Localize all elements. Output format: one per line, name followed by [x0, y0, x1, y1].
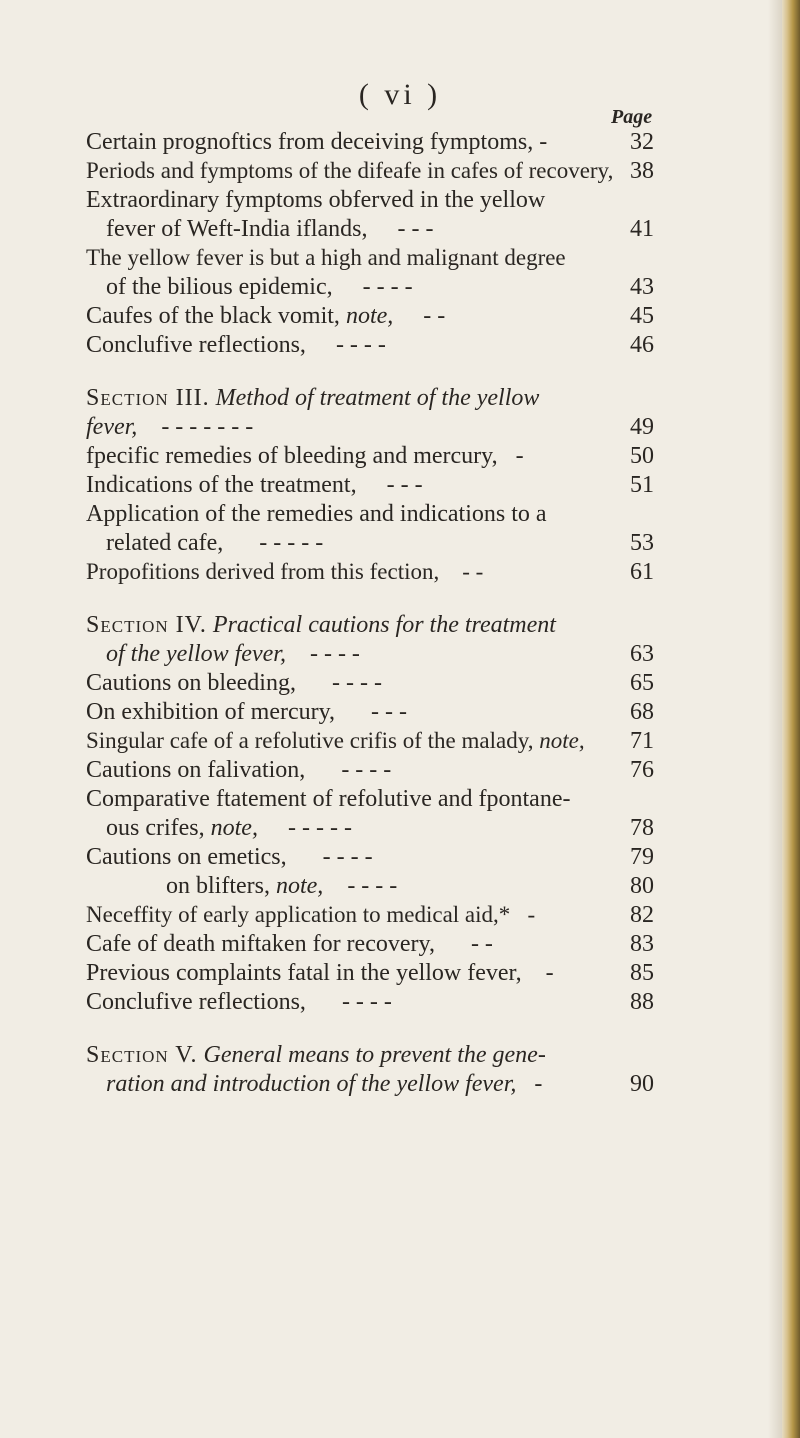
toc-entry: Certain prognoftics from deceiving fymptoms, - — [86, 129, 548, 155]
toc-page-number: 79 — [630, 844, 654, 870]
toc-entry-continued: ous crifes, note, - - - - - — [106, 815, 352, 841]
toc-entry: Application of the remedies and indications to a — [86, 501, 547, 527]
toc-entry: Cautions on emetics, - - - - — [86, 844, 373, 870]
toc-page-number: 82 — [630, 902, 654, 928]
toc-entry: Singular cafe of a refolutive crifis of the malady, note, — [86, 728, 585, 753]
toc-page-number: 53 — [630, 530, 654, 556]
toc-entry: Cautions on bleeding, - - - - — [86, 670, 382, 696]
toc-page-number: 51 — [630, 472, 654, 498]
toc-page-number: 49 — [630, 414, 654, 440]
section-3-heading: Section III. Method of treatment of the yellow — [86, 385, 540, 411]
toc-page-number: 76 — [630, 757, 654, 783]
toc-page-number: 88 — [630, 989, 654, 1015]
toc-page-number: 41 — [630, 216, 654, 242]
toc-entry: Extraordinary fymptoms obferved in the yellow — [86, 187, 546, 213]
toc-entry: Conclufive reflections, - - - - — [86, 332, 386, 358]
toc-entry: On exhibition of mercury, - - - — [86, 699, 408, 725]
toc-entry-continued: related cafe, - - - - - — [106, 530, 324, 556]
toc-page-number: 50 — [630, 443, 654, 469]
toc-entry: Indications of the treatment, - - - — [86, 472, 423, 498]
page-column-label: Page — [611, 106, 653, 128]
toc-page-number: 65 — [630, 670, 654, 696]
section-5-heading-continued: ration and introduction of the yellow fever, - — [106, 1071, 543, 1097]
toc-page-number: 43 — [630, 274, 654, 300]
toc-entry: The yellow fever is but a high and malignant degree — [86, 245, 566, 270]
toc-page-number: 32 — [630, 129, 654, 155]
toc-page-number: 85 — [630, 960, 654, 986]
toc-entry: Conclufive reflections, - - - - — [86, 989, 392, 1015]
toc-page-number: 71 — [630, 728, 654, 754]
toc-page-number: 78 — [630, 815, 654, 841]
section-5-heading: Section V. General means to prevent the gene- — [86, 1042, 546, 1068]
toc-entry: Cautions on falivation, - - - - — [86, 757, 392, 783]
toc-entry: Cafe of death miftaken for recovery, - - — [86, 931, 493, 957]
toc-entry: Propofitions derived from this fection, - - — [86, 559, 484, 584]
toc-entry: Periods and fymptoms of the difeafe in cafes of recovery, — [86, 158, 614, 183]
toc-page-number: 80 — [630, 873, 654, 899]
toc-page-number: 83 — [630, 931, 654, 957]
toc-entry: Neceffity of early application to medical aid,* - — [86, 902, 536, 927]
toc-entry-continued: on blifters, note, - - - - — [166, 873, 398, 899]
toc-entry: fpecific remedies of bleeding and mercury, - — [86, 443, 524, 469]
toc-entry: Comparative ftatement of refolutive and fpontane- — [86, 786, 571, 812]
page-gutter-shadow — [768, 0, 782, 1438]
asterisk-mark: * — [498, 902, 511, 927]
toc-entry: Previous complaints fatal in the yellow fever, - — [86, 960, 554, 986]
section-4-heading: Section IV. Practical cautions for the treatment — [86, 612, 556, 638]
toc-page-number: 61 — [630, 559, 654, 585]
section-3-heading-continued: fever, - - - - - - - — [86, 414, 254, 440]
page-edge — [782, 0, 800, 1438]
toc-page-number: 46 — [630, 332, 654, 358]
toc-entry-continued: of the bilious epidemic, - - - - — [106, 274, 413, 300]
section-4-heading-continued: of the yellow fever, - - - - — [106, 641, 360, 667]
toc-entry: Caufes of the black vomit, note, - - — [86, 303, 446, 329]
toc-page-number: 68 — [630, 699, 654, 725]
toc-page-number: 90 — [630, 1071, 654, 1097]
toc-page-number: 38 — [630, 158, 654, 184]
folio: ( vi ) — [358, 78, 442, 111]
toc-page-number: 63 — [630, 641, 654, 667]
toc-entry-continued: fever of Weft-India iflands, - - - — [106, 216, 434, 242]
toc-page-number: 45 — [630, 303, 654, 329]
